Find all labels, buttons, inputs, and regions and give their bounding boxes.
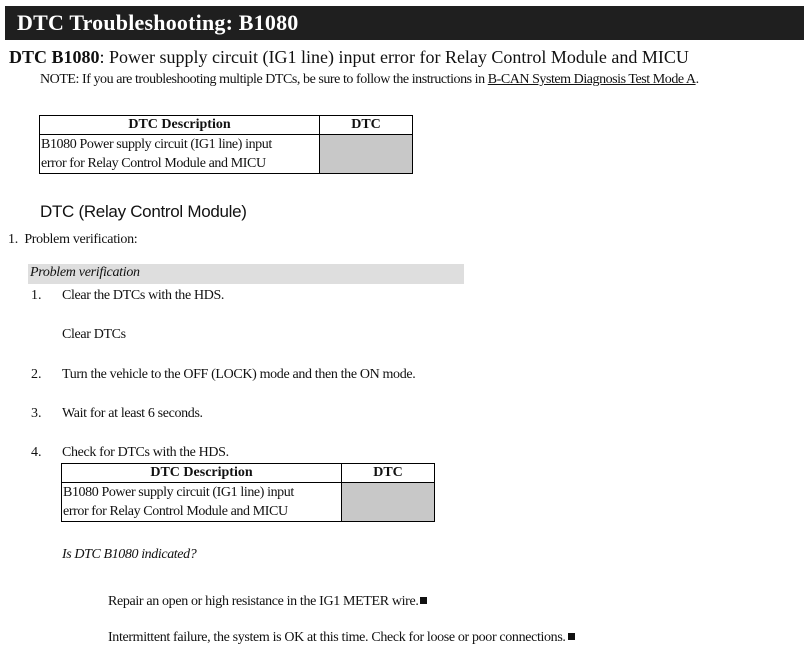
dtc-table-2 — [61, 463, 435, 522]
dtc-description-cell — [62, 483, 342, 522]
substep-2-number-text: 2. — [31, 367, 42, 382]
substep-4-number — [31, 445, 42, 461]
b-can-diagnosis-link[interactable]: B-CAN System Diagnosis Test Mode A — [487, 72, 696, 87]
table-row — [62, 483, 435, 522]
yes-result — [108, 594, 427, 610]
problem-verification-bar — [28, 264, 464, 284]
question-text: Is DTC B1080 indicated? — [62, 547, 197, 562]
substep-1-number — [31, 288, 42, 304]
dtc-code-cell — [342, 483, 435, 522]
dtc-table-1 — [39, 115, 413, 174]
dtc-description-line-1: B1080 Power supply circuit (IG1 line) input — [63, 485, 294, 500]
dtc-description-line-2: error for Relay Control Module and MICU — [63, 504, 288, 519]
step-1-label: Problem verification: — [24, 232, 138, 247]
dtc-code: DTC B1080 — [9, 47, 100, 67]
substep-1-number-text: 1. — [31, 288, 42, 303]
substep-2-text: Turn the vehicle to the OFF (LOCK) mode and then the ON mode. — [62, 367, 416, 382]
substep-3-number-text: 3. — [31, 406, 42, 421]
dtc-code-header: DTC — [320, 116, 413, 135]
dtc-heading — [9, 47, 689, 68]
yes-result-text: Repair an open or high resistance in the IG1 METER wire. — [108, 594, 419, 609]
substep-3-number — [31, 406, 42, 422]
substep-4-text: Check for DTCs with the HDS. — [62, 445, 229, 460]
step-1-number: 1. — [8, 232, 18, 247]
end-mark-icon — [420, 597, 427, 604]
substep-2-number — [31, 367, 42, 383]
note-end: . — [695, 72, 699, 87]
dtc-code-cell — [320, 135, 413, 174]
no-result-text: Intermittent failure, the system is OK at this time. Check for loose or poor connections. — [108, 630, 566, 645]
dtc-description-header: DTC Description — [62, 464, 342, 483]
dtc-description-line-2: error for Relay Control Module and MICU — [41, 156, 266, 171]
substep-3-text: Wait for at least 6 seconds. — [62, 406, 203, 421]
end-mark-icon — [568, 633, 575, 640]
dtc-table-header-row — [40, 116, 413, 135]
note-text: NOTE: If you are troubleshooting multiple DTCs, be sure to follow the instructions in — [40, 72, 488, 87]
dtc-table-header-row — [62, 464, 435, 483]
note — [40, 72, 699, 88]
dtc-description-cell — [40, 135, 320, 174]
dtc-code-header: DTC — [342, 464, 435, 483]
problem-verification-label: Problem verification — [30, 265, 140, 280]
step-1 — [8, 232, 137, 248]
substep-4-number-text: 4. — [31, 445, 42, 460]
dtc-heading-separator: : — [99, 47, 105, 67]
substep-1-text: Clear the DTCs with the HDS. — [62, 288, 225, 303]
dtc-description-header: DTC Description — [40, 116, 320, 135]
page-title: DTC Troubleshooting: B1080 — [17, 10, 299, 35]
no-result — [108, 630, 575, 646]
table-row — [40, 135, 413, 174]
title-bar — [5, 6, 804, 40]
clear-dtcs-label: Clear DTCs — [62, 327, 126, 342]
dtc-heading-description: Power supply circuit (IG1 line) input error for Relay Control Module and MICU — [104, 47, 689, 67]
section-heading: DTC (Relay Control Module) — [40, 202, 247, 221]
dtc-description-line-1: B1080 Power supply circuit (IG1 line) input — [41, 137, 272, 152]
